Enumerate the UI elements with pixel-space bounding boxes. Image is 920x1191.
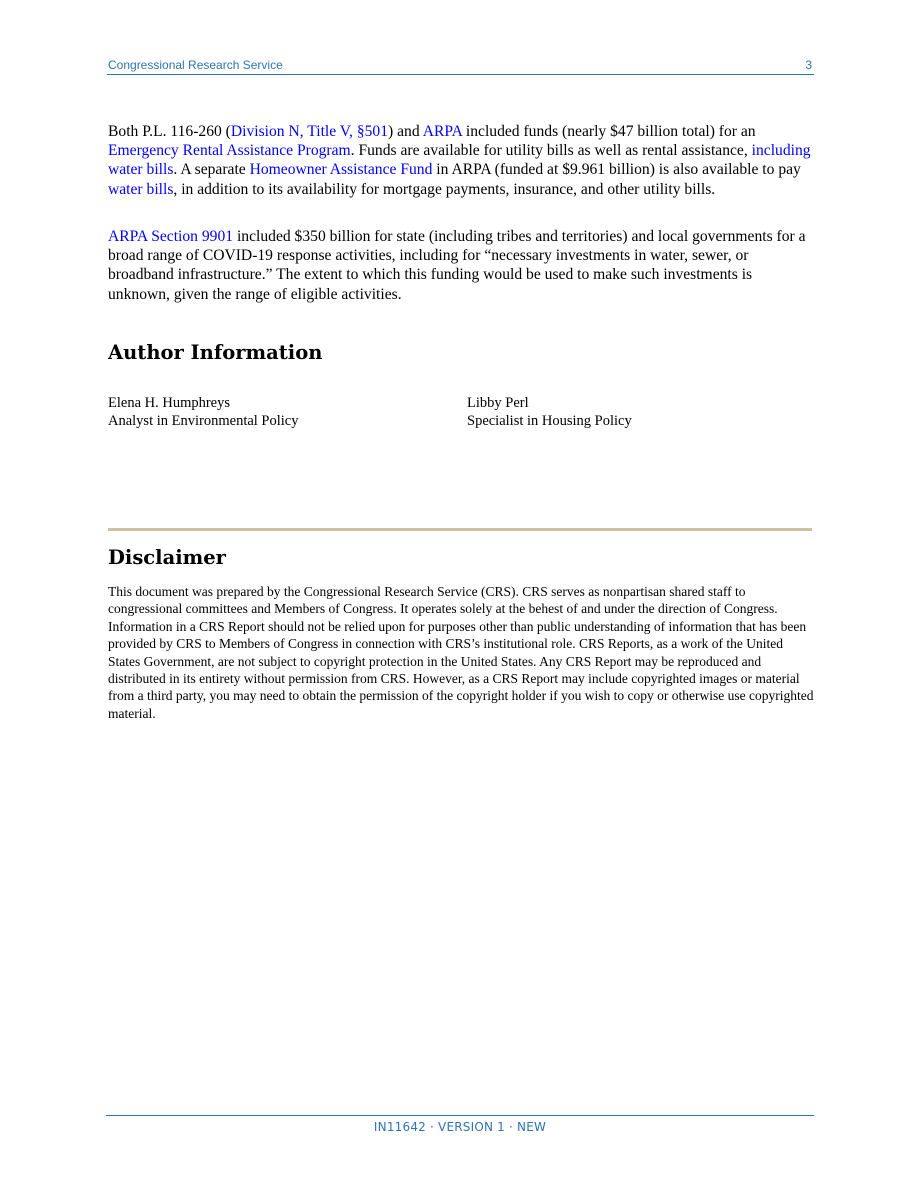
text-segment: included $350 billion for state (including tribes and territories) and local governments for a broad range of COVID-19 response activities, including for “necessary investments in water, sewer, or broadband infrastructure.” The extent to which this funding would be used to make such investments is unknown, given the range of eligible activities. bbox=[108, 228, 806, 303]
text-segment: ) and bbox=[388, 123, 423, 140]
link-arpa[interactable]: ARPA bbox=[422, 123, 462, 140]
link-including-water-bills[interactable]: including water bills bbox=[108, 142, 811, 179]
link-arpa-section-9901[interactable]: ARPA Section 9901 bbox=[108, 228, 234, 245]
author-title: Specialist in Housing Policy bbox=[467, 412, 632, 429]
footer-divider bbox=[106, 1115, 814, 1116]
author-block bbox=[467, 395, 632, 430]
header-org-name: Congressional Research Service bbox=[108, 58, 283, 72]
footer-report-id: IN11642 · VERSION 1 · NEW bbox=[373, 1120, 547, 1134]
author-name: Libby Perl bbox=[467, 395, 529, 411]
paragraph-section-9901 bbox=[108, 227, 813, 304]
author-name: Elena H. Humphreys bbox=[108, 395, 231, 411]
disclaimer-text: This document was prepared by the Congressional Research Service (CRS). CRS serves as nonpartisan shared staff to congressional committees and Members of Congress. It operates solely at the behest of and under the direction of Congress. Information in a CRS Report should not be relied upon for purposes other than public understanding of information that has been provided by CRS to Members of Congress in connection with CRS’s institutional role. CRS Reports, as a work of the United States Government, are not subject to copyright protection in the United States. Any CRS Report may be reproduced and distributed in its entirety without permission from CRS. However, as a CRS Report may include copyrighted images or material from a third party, you may need to obtain the permission of the copyright holder if you wish to copy or otherwise use copyrighted material. bbox=[108, 584, 814, 721]
link-division-n[interactable]: Division N, Title V, §501 bbox=[230, 123, 389, 140]
text-segment: in ARPA (funded at $9.961 billion) is also available to pay bbox=[432, 161, 801, 179]
page-header bbox=[107, 57, 814, 75]
section-divider bbox=[108, 528, 812, 531]
author-title: Analyst in Environmental Policy bbox=[108, 412, 299, 429]
text-segment: . A separate bbox=[173, 161, 250, 179]
author-information-heading: Author Information bbox=[108, 341, 323, 364]
text-segment: included funds (nearly $47 billion total) for an bbox=[462, 123, 756, 140]
text-segment: Both P.L. 116-260 ( bbox=[108, 123, 231, 140]
disclaimer-heading: Disclaimer bbox=[108, 546, 226, 569]
link-homeowner-assistance-fund[interactable]: Homeowner Assistance Fund bbox=[249, 161, 433, 179]
text-segment: . Funds are available for utility bills as well as rental assistance, bbox=[350, 142, 752, 160]
author-block bbox=[108, 395, 299, 430]
page-number: 3 bbox=[805, 58, 812, 72]
text-segment: , in addition to its availability for mortgage payments, insurance, and other utility bills. bbox=[173, 180, 716, 198]
link-emergency-rental-assistance[interactable]: Emergency Rental Assistance Program bbox=[108, 142, 351, 160]
paragraph-funds bbox=[108, 122, 813, 199]
link-water-bills[interactable]: water bills bbox=[108, 180, 174, 198]
